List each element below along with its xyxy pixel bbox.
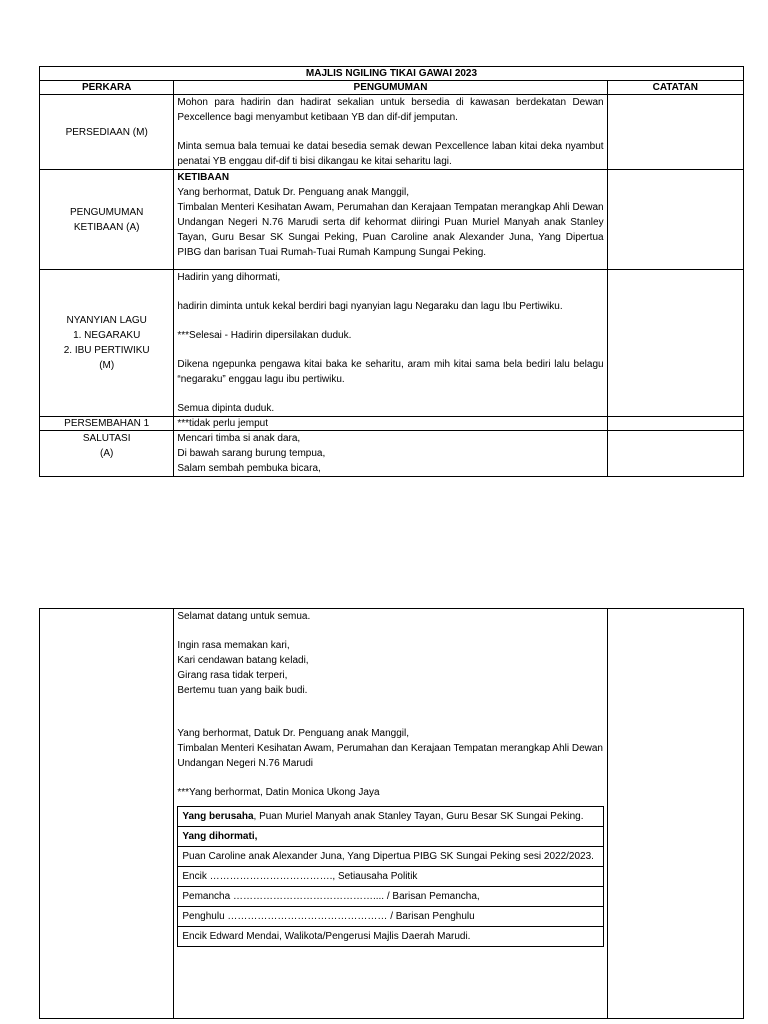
catatan-cell (607, 417, 743, 431)
table-title: MAJLIS NGILING TIKAI GAWAI 2023 (40, 67, 744, 81)
table-row (40, 431, 744, 477)
table-row (40, 95, 744, 170)
pengumuman-cell: KETIBAAN Yang berhormat, Datuk Dr. Penguang anak Manggil, Timbalan Menteri Kesihatan Awam, Perumahan dan Kerajaan Tempatan merangkap Ahli Dewan Undangan Negeri N.76 Marudi serta dif kehormat diiringi Puan Muriel Manyah anak Stanley Tayan, Guru Besar SK Sungai Peking, Puan Caroline anak Alexander Juna, Yang Dipertua PIBG dan barisan Tuai Rumah-Tuai Rumah Kampung Sungai Peking. (174, 170, 607, 270)
table-row (40, 417, 744, 431)
perkara-cell: SALUTASI (A) (40, 431, 174, 477)
table-row (178, 927, 603, 947)
perkara-cell: PERSEMBAHAN 1 (40, 417, 174, 431)
pengumuman-cell: Hadirin yang dihormati, hadirin diminta untuk kekal berdiri bagi nyanyian lagu Negaraku dan lagu Ibu Pertiwiku. ***Selesai - Hadirin dipersilakan duduk. Dikena ngepunka pengawa kitai baka ke seharitu, aram mih kitai sama bela bediri lalu belagu “negaraku” enggau lagu ibu pertiwiku. Semua dipinta duduk. (174, 270, 607, 417)
table-row (40, 609, 744, 1019)
table-row (178, 847, 603, 867)
catatan-cell (607, 95, 743, 170)
table-row (178, 887, 603, 907)
dignitary-cell: Penghulu ………………………………………… / Barisan Penghulu (178, 907, 603, 927)
catatan-cell (607, 431, 743, 477)
dignitary-cell: Yang berusaha, Puan Muriel Manyah anak Stanley Tayan, Guru Besar SK Sungai Peking. (178, 807, 603, 827)
pengumuman-cell: Mencari timba si anak dara, Di bawah sarang burung tempua, Salam sembah pembuka bicara, (174, 431, 607, 477)
dignitary-cell: Encik Edward Mendai, Walikota/Pengerusi Majlis Daerah Marudi. (178, 927, 603, 947)
table-row (178, 867, 603, 887)
ketibaan-heading: KETIBAAN (177, 172, 230, 183)
pengumuman-cell: Selamat datang untuk semua. Ingin rasa memakan kari, Kari cendawan batang keladi, Girang rasa tidak terperi, Bertemu tuan yang baik budi. Yang berhormat, Datuk Dr. Penguang anak Manggil, Timbalan Menteri Kesihatan Awam, Perumahan dan Kerajaan Tempatan merangkap Ahli Dewan Undangan Negeri N.76 Marudi ***Yang berhormat, Datin Monica Ukong Jaya Yang berusaha, Puan Muriel Manyah anak Stanley Tayan, Guru Besar SK Sungai Peking. Yang dihormati, Puan Caroline anak Alexander Juna, Yang Dipertua PIBG SK Sungai Peking sesi 2022/2023. Encik ………………………………., Setiausaha Politik Pemancha …………………………………….... / Barisan Pemancha, Penghulu ………………………………………… / Barisan Penghulu Encik Edward Mendai, Walikota/Pengerusi Majlis Daerah Marudi. (174, 609, 607, 1019)
program-table (39, 66, 744, 477)
perkara-cell (40, 609, 174, 1019)
perkara-cell: PERSEDIAAN (M) (40, 95, 174, 170)
dignitary-cell: Pemancha …………………………………….... / Barisan Pemancha, (178, 887, 603, 907)
program-table-continued (39, 608, 744, 1019)
dignitary-cell: Yang dihormati, (178, 827, 603, 847)
pengumuman-cell: ***tidak perlu jemput (174, 417, 607, 431)
catatan-cell (607, 609, 743, 1019)
table-row (40, 170, 744, 270)
header-perkara: PERKARA (40, 81, 174, 95)
catatan-cell (607, 270, 743, 417)
perkara-cell: NYANYIAN LAGU 1. NEGARAKU 2. IBU PERTIWIKU (M) (40, 270, 174, 417)
dignitaries-table (177, 806, 603, 947)
header-catatan: CATATAN (607, 81, 743, 95)
dignitary-cell: Puan Caroline anak Alexander Juna, Yang Dipertua PIBG SK Sungai Peking sesi 2022/2023. (178, 847, 603, 867)
catatan-cell (607, 170, 743, 270)
pengumuman-cell: Mohon para hadirin dan hadirat sekalian untuk bersedia di kawasan berdekatan Dewan Pexcellence bagi menyambut ketibaan YB dan dif-dif jemputan. Minta semua bala temuai ke datai besedia semak dewan Pexcellence laban kitai deka nyambut penatai YB enggau dif-dif ti bisi dikangau ke kitai seharitu lagi. (174, 95, 607, 170)
table-row (178, 907, 603, 927)
table-row (178, 807, 603, 827)
table-row (40, 270, 744, 417)
table-row (178, 827, 603, 847)
dignitary-cell: Encik ………………………………., Setiausaha Politik (178, 867, 603, 887)
header-pengumuman: PENGUMUMAN (174, 81, 607, 95)
perkara-cell: PENGUMUMAN KETIBAAN (A) (40, 170, 174, 270)
